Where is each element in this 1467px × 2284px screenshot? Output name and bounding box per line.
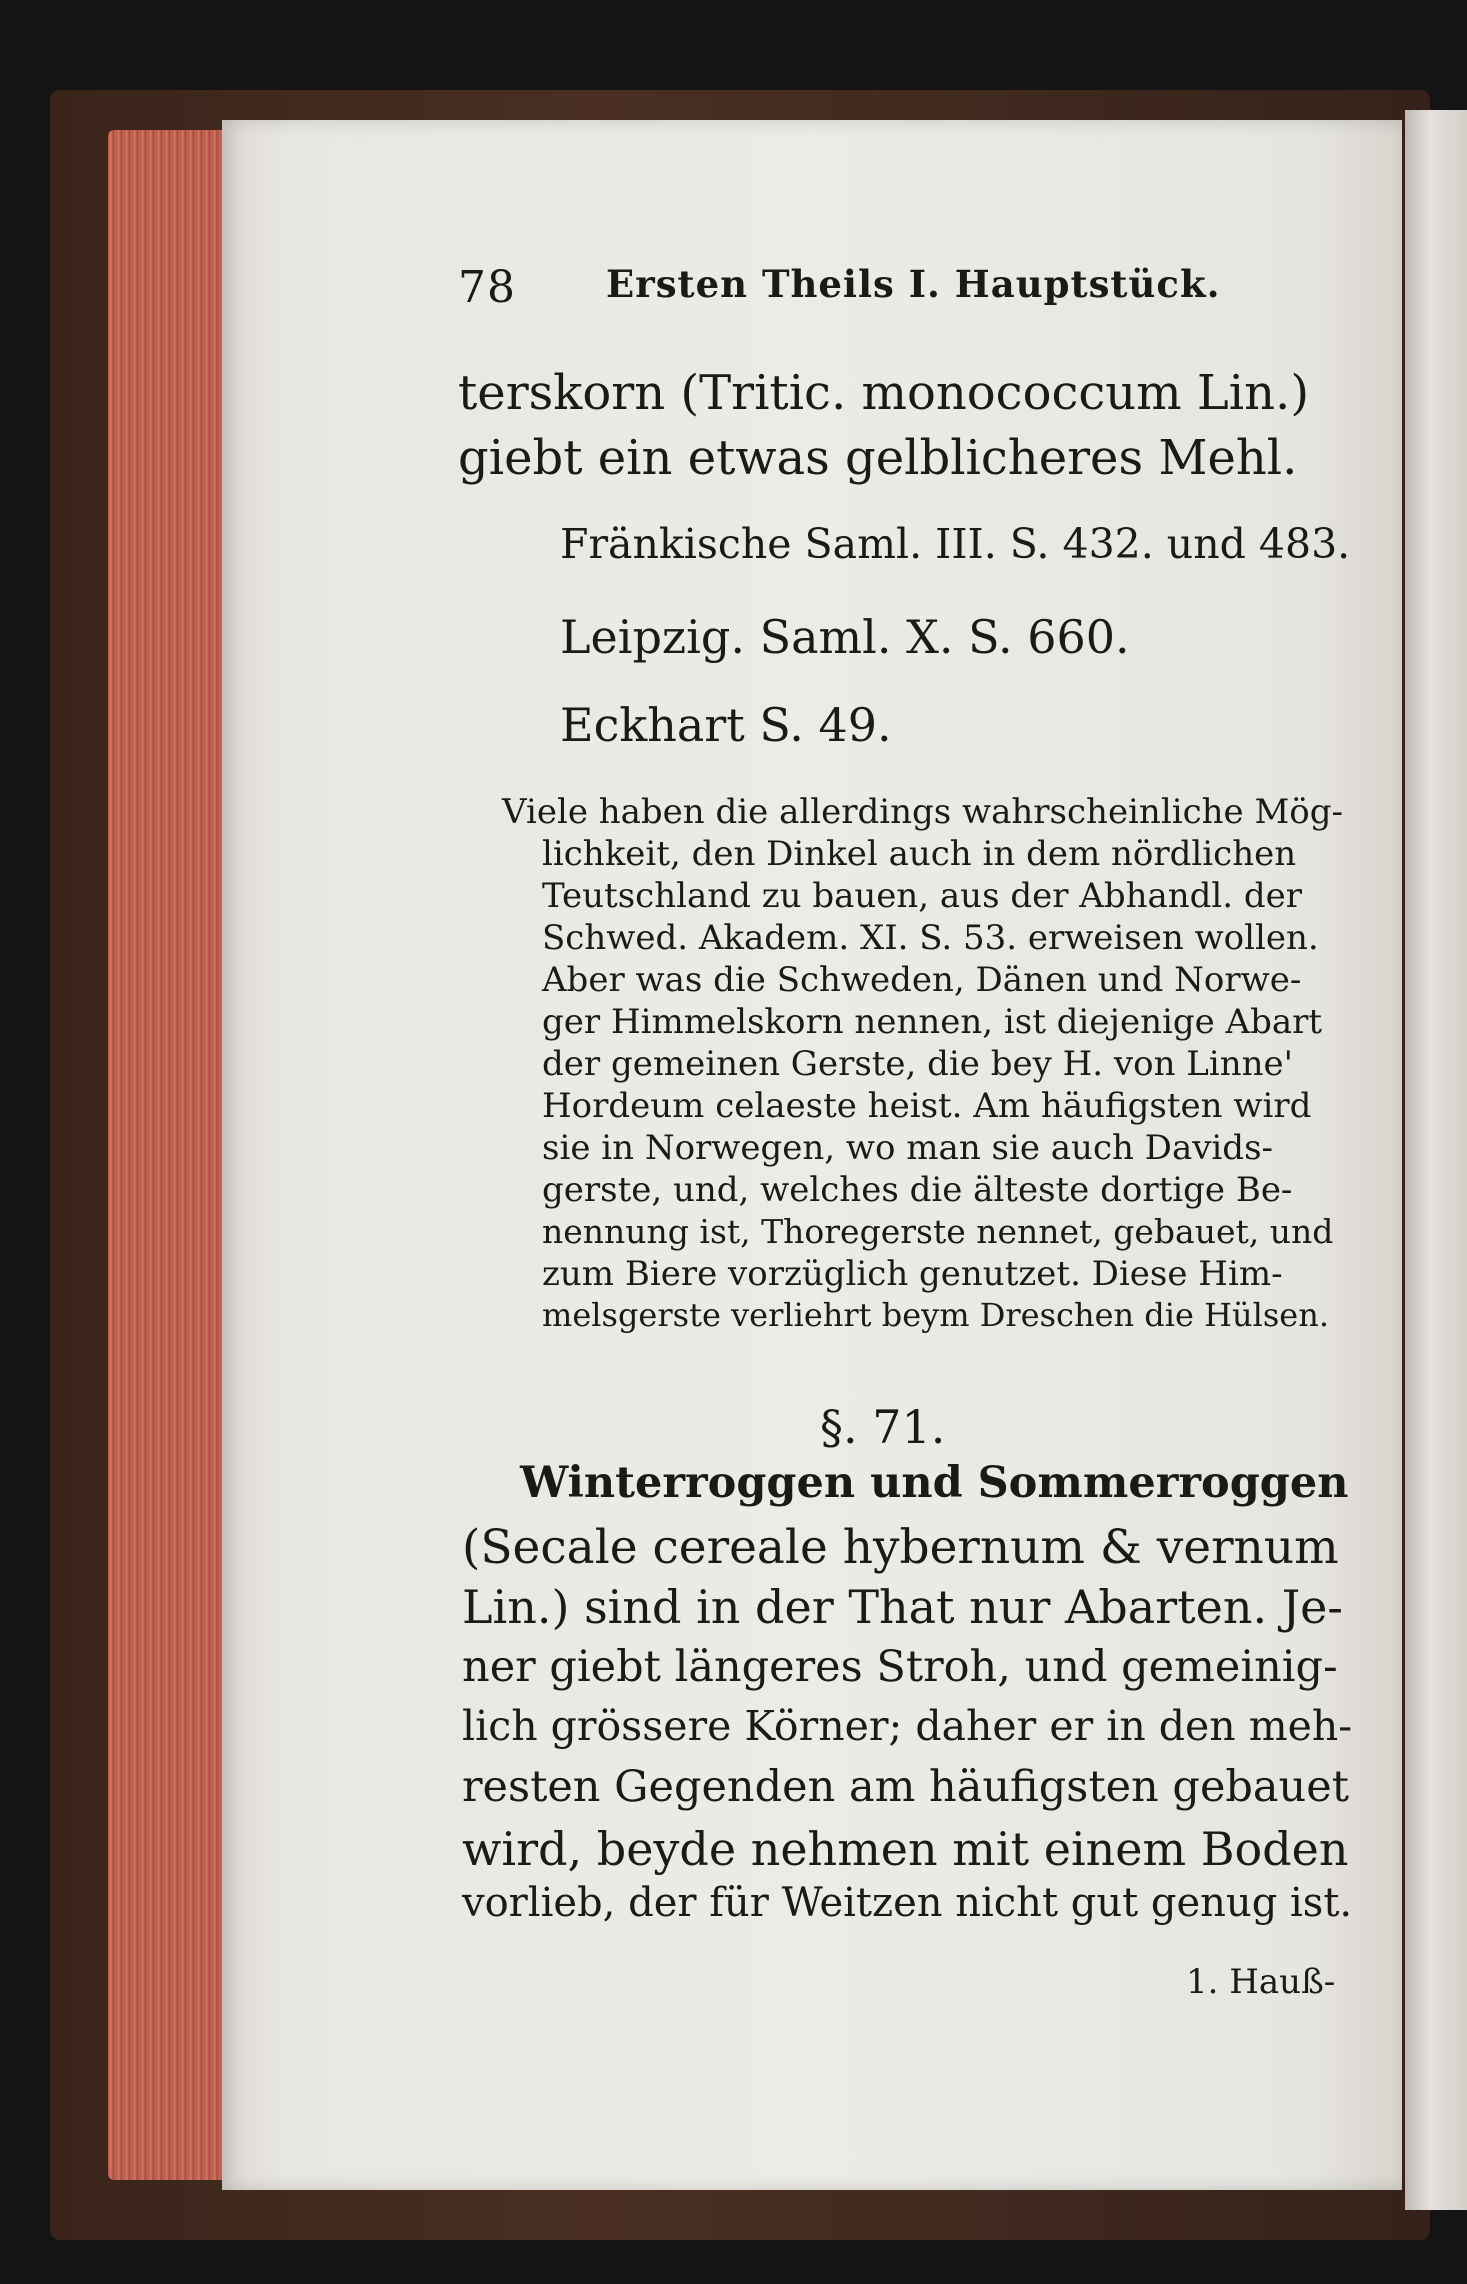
section-number: §. 71. xyxy=(820,1400,946,1454)
reference-line: Leipzig. Saml. X. S. 660. xyxy=(560,610,1130,664)
note-line: Teutschland zu bauen, aus der Abhandl. der xyxy=(542,876,1303,916)
page-number: 78 xyxy=(458,262,516,313)
note-line: lichkeit, den Dinkel auch in dem nördlichen xyxy=(542,834,1297,874)
section-line: lich grössere Körner; daher er in den meh- xyxy=(462,1702,1353,1750)
section-line: resten Gegenden am häufigsten gebauet xyxy=(462,1762,1349,1812)
section-line: wird, beyde nehmen mit einem Boden xyxy=(462,1822,1349,1876)
section-line: Lin.) sind in der That nur Abarten. Je- xyxy=(462,1580,1343,1634)
note-line: Aber was die Schweden, Dänen und Norwe- xyxy=(542,960,1302,1000)
intro-line: giebt ein etwas gelblicheres Mehl. xyxy=(458,430,1298,486)
catchword: 1. Hauß- xyxy=(1186,1962,1336,2002)
note-line: sie in Norwegen, wo man sie auch Davids- xyxy=(542,1128,1273,1168)
section-line: vorlieb, der für Weitzen nicht gut genug ist. xyxy=(462,1880,1353,1926)
section-line: (Secale cereale hybernum & vernum xyxy=(462,1520,1339,1575)
reference-line: Eckhart S. 49. xyxy=(560,698,892,752)
note-line: Hordeum celaeste heist. Am häufigsten wird xyxy=(542,1086,1312,1126)
note-line: ger Himmelskorn nennen, ist diejenige Abart xyxy=(542,1002,1323,1042)
note-line: Viele haben die allerdings wahrscheinliche Mög- xyxy=(502,792,1343,832)
section-line: Winterroggen und Sommerroggen xyxy=(520,1458,1349,1508)
intro-line: terskorn (Tritic. monococcum Lin.) xyxy=(458,365,1310,421)
section-line: ner giebt längeres Stroh, und gemeinig- xyxy=(462,1642,1338,1692)
note-line: melsgerste verliehrt beym Dreschen die Hülsen. xyxy=(542,1296,1329,1334)
note-line: zum Biere vorzüglich genutzet. Diese Him- xyxy=(542,1254,1283,1294)
note-line: gerste, und, welches die älteste dortige Be- xyxy=(542,1170,1293,1210)
reference-line: Fränkische Saml. III. S. 432. und 483. xyxy=(560,520,1351,568)
note-line: nennung ist, Thoregerste nennet, gebauet, und xyxy=(542,1212,1334,1251)
running-title: Ersten Theils I. Hauptstück. xyxy=(606,262,1221,306)
note-line: der gemeinen Gerste, die bey H. von Linne' xyxy=(542,1044,1294,1084)
note-line: Schwed. Akadem. XI. S. 53. erweisen wollen. xyxy=(542,918,1319,958)
